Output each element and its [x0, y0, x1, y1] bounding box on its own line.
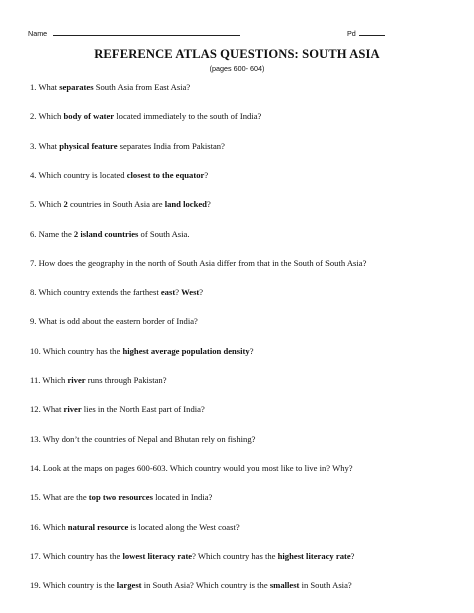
question-text: countries in South Asia are	[67, 199, 165, 210]
question-keyword: highest literacy rate	[277, 550, 351, 561]
question-text: 14. Look at the maps on pages 600-603. Which country would you most like to live in? Why?	[30, 462, 353, 473]
question-item	[30, 111, 261, 122]
page-range-subtitle: (pages 600- 604)	[209, 64, 265, 73]
question-text: 2. Which	[30, 111, 64, 122]
question-text: 4. Which country is located	[30, 169, 127, 180]
question-text: 6. Name the	[30, 228, 74, 239]
question-item	[30, 199, 211, 210]
question-text: separates India from Pakistan?	[117, 140, 225, 151]
question-text: ?	[204, 169, 209, 180]
question-text: ?	[249, 345, 254, 356]
question-text: located immediately to the south of India?	[114, 111, 262, 122]
question-item	[30, 375, 167, 386]
question-keyword: smallest	[269, 580, 300, 591]
question-keyword: river	[67, 375, 86, 385]
question-item	[30, 141, 225, 152]
question-item	[30, 82, 190, 93]
question-text: South Asia from East Asia?	[93, 82, 191, 92]
question-item	[30, 170, 208, 181]
question-text: runs through Pakistan?	[85, 375, 167, 385]
question-text: ?	[350, 550, 355, 561]
question-text: ?	[199, 287, 204, 298]
question-item	[30, 463, 353, 474]
question-text: 7. How does the geography in the north of South Asia differ from that in the South of South Asia?	[30, 257, 367, 268]
question-text: located in India?	[152, 492, 213, 503]
question-item	[30, 229, 189, 240]
question-text: lies in the North East part of India?	[81, 404, 205, 415]
question-item	[30, 492, 212, 503]
question-text: 17. Which country has the	[30, 550, 123, 561]
question-keyword: body of water	[63, 111, 115, 122]
question-keyword: closest to the equator	[126, 169, 205, 180]
name-field	[28, 28, 240, 38]
question-text: 11. Which	[30, 375, 68, 385]
question-text: 10. Which country has the	[30, 345, 123, 356]
question-item	[30, 346, 254, 357]
question-keyword: lowest literacy rate	[122, 550, 193, 561]
question-keyword: 2	[63, 199, 68, 210]
question-text: 13. Why don’t the countries of Nepal and Bhutan rely on fishing?	[30, 433, 256, 444]
question-item	[30, 580, 352, 591]
question-text: 15. What are the	[30, 492, 89, 503]
question-text: 19. Which country is the	[30, 580, 117, 591]
question-text: 5. Which	[30, 199, 64, 210]
period-blank-line	[359, 28, 385, 36]
question-text: ?	[206, 199, 211, 210]
question-text: in South Asia? Which country is the	[141, 580, 270, 591]
question-keyword: West	[181, 287, 200, 298]
question-text: 16. Which	[30, 521, 68, 532]
period-field	[347, 28, 385, 38]
name-blank-line	[53, 28, 240, 36]
question-text: of South Asia.	[138, 228, 190, 239]
period-label: Pd	[347, 29, 356, 38]
name-label: Name	[28, 29, 48, 38]
question-keyword: river	[63, 404, 82, 415]
question-keyword: natural resource	[67, 521, 129, 532]
question-text: is located along the West coast?	[128, 521, 240, 532]
question-item	[30, 404, 205, 415]
question-item	[30, 258, 366, 269]
question-keyword: east	[160, 287, 176, 298]
question-keyword: 2 island countries	[73, 228, 139, 239]
question-text: 9. What is odd about the eastern border of India?	[30, 316, 198, 327]
question-text: ? Which country has the	[192, 550, 278, 561]
question-keyword: top two resources	[88, 492, 153, 503]
question-keyword: highest average population density	[122, 345, 250, 356]
question-item	[30, 287, 203, 298]
question-keyword: largest	[116, 580, 142, 591]
question-keyword: separates	[59, 82, 94, 92]
question-keyword: physical feature	[59, 140, 118, 151]
question-item	[30, 434, 255, 445]
question-keyword: land locked	[164, 199, 207, 210]
question-text: ?	[175, 287, 182, 298]
question-item	[30, 522, 240, 533]
question-text: in South Asia?	[299, 580, 352, 591]
question-item	[30, 551, 355, 562]
question-text: 8. Which country extends the farthest	[30, 287, 161, 298]
question-text: 12. What	[30, 404, 64, 415]
question-text: 1. What	[30, 82, 60, 92]
question-item	[30, 316, 198, 327]
question-text: 3. What	[30, 140, 60, 151]
worksheet-title: REFERENCE ATLAS QUESTIONS: SOUTH ASIA	[94, 47, 380, 61]
